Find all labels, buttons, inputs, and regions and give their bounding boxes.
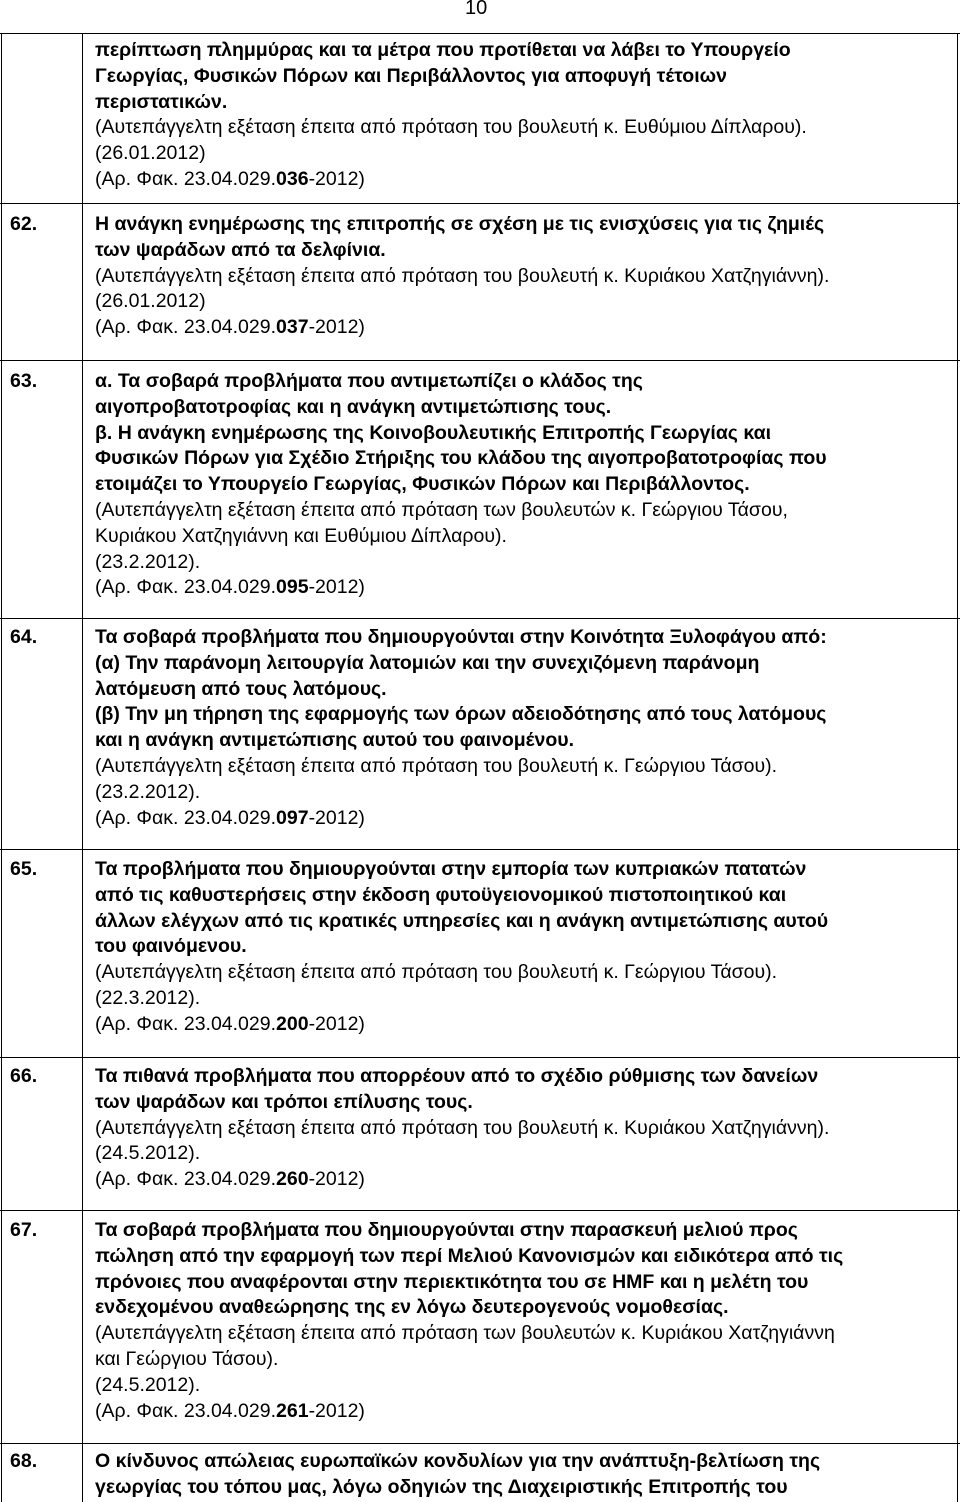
file-reference: [95, 167, 945, 193]
item-title-line: Γεωργίας, Φυσικών Πόρων και Περιβάλλοντος για αποφυγή τέτοιων: [95, 64, 727, 87]
item-note-line: (Αυτεπάγγελτη εξέταση έπειτα από πρόταση του βουλευτή κ. Γεώργιου Τάσου).: [95, 754, 778, 777]
item-note-line: και Γεώργιου Τάσου).: [95, 1347, 279, 1370]
file-reference-suffix: -2012): [308, 1168, 365, 1191]
file-reference-prefix: (Αρ. Φακ. 23.04.029.: [95, 167, 277, 190]
item-note-line: (Αυτεπάγγελτη εξέταση έπειτα από πρόταση του βουλευτή κ. Κυριάκου Χατζηγιάννη).: [95, 1116, 830, 1139]
item-note-line: (Αυτεπάγγελτη εξέταση έπειτα από πρόταση του βουλευτή κ. Κυριάκου Χατζηγιάννη).: [95, 264, 830, 287]
item-number: 65.: [10, 858, 38, 880]
file-number: 260: [276, 1168, 309, 1191]
file-reference: [95, 315, 945, 341]
file-reference-prefix: (Αρ. Φακ. 23.04.029.: [95, 576, 277, 599]
table-row-border: [0, 360, 960, 361]
item-note-line: (Αυτεπάγγελτη εξέταση έπειτα από πρόταση του βουλευτή κ. Γεώργιου Τάσου).: [95, 961, 778, 984]
item-title-line: Τα σοβαρά προβλήματα που δημιουργούνται στην παρασκευή μελιού προς: [95, 1219, 798, 1241]
item-body: [95, 1218, 945, 1424]
item-note-line: (26.01.2012): [95, 290, 206, 313]
item-note-line: (22.3.2012).: [95, 986, 201, 1009]
item-title-line: γεωργίας του τόπου μας, λόγω οδηγιών της Διαχειριστικής Επιτροπής του: [95, 1475, 788, 1498]
table-row-border: [0, 1210, 960, 1211]
item-number: 64.: [10, 626, 38, 648]
item-title-line: αιγοπροβατοτροφίας και η ανάγκη αντιμετώπισης τους.: [95, 395, 612, 418]
item-title-line: α. Τα σοβαρά προβλήματα που αντιμετωπίζει ο κλάδος της: [95, 370, 643, 392]
table-column-divider: [82, 33, 83, 1502]
item-body: [95, 625, 945, 831]
file-reference: [95, 575, 945, 601]
item-title-line: Ο κίνδυνος απώλειας ευρωπαϊκών κονδυλίων για την ανάπτυξη-βελτίωση της: [95, 1450, 821, 1472]
item-title-line: από τις καθυστερήσεις στην έκδοση φυτοϋγειονομικού πιστοποιητικού και: [95, 883, 787, 906]
item-title-line: του φαινόμενου.: [95, 935, 247, 958]
file-number: 036: [276, 167, 309, 190]
item-title-line: ενδεχομένου αναθεώρησης της εν λόγω δευτερογενούς νομοθεσίας.: [95, 1296, 729, 1319]
item-title-line: Φυσικών Πόρων για Σχέδιο Στήριξης του κλάδου της αιγοπροβατοτροφίας που: [95, 447, 827, 470]
item-title-line: Η ανάγκη ενημέρωσης της επιτροπής σε σχέση με τις ενισχύσεις για τις ζημιές: [95, 213, 825, 235]
item-note-line: (24.5.2012).: [95, 1142, 201, 1165]
item-number: 63.: [10, 370, 38, 392]
file-reference-prefix: (Αρ. Φακ. 23.04.029.: [95, 1012, 277, 1035]
item-title-line: πρόνοιες που αναφέρονται στην περιεκτικότητα του σε HMF και η μελέτη του: [95, 1270, 809, 1293]
item-title-line: των ψαράδων από τα δελφίνια.: [95, 238, 386, 261]
item-body: [95, 1064, 945, 1193]
item-title-line: (β) Την μη τήρηση της εφαρμογής των όρων αδειοδότησης από τους λατόμους: [95, 703, 827, 726]
item-body: [95, 857, 945, 1038]
item-title-line: ετοιμάζει το Υπουργείο Γεωργίας, Φυσικών Πόρων και Περιβάλλοντος.: [95, 473, 750, 496]
item-note-line: (24.5.2012).: [95, 1373, 201, 1396]
table-row-border: [0, 618, 960, 619]
item-title-line: β. Η ανάγκη ενημέρωσης της Κοινοβουλευτικής Επιτροπής Γεωργίας και: [95, 421, 771, 444]
item-title-line: πώληση από την εφαρμογή των περί Μελιού Κανονισμών και ειδικότερα από τις: [95, 1244, 844, 1267]
item-note-line: (Αυτεπάγγελτη εξέταση έπειτα από πρόταση των βουλευτών κ. Κυριάκου Χατζηγιάννη: [95, 1322, 835, 1345]
item-title-line: (α) Την παράνομη λειτουργία λατομιών και την συνεχιζόμενη παράνομη: [95, 651, 760, 674]
file-number: 037: [276, 316, 309, 339]
file-reference-suffix: -2012): [308, 576, 365, 599]
file-reference: [95, 1012, 945, 1038]
item-body: [95, 369, 945, 601]
item-note-line: (Αυτεπάγγελτη εξέταση έπειτα από πρόταση του βουλευτή κ. Ευθύμιου Δίπλαρου).: [95, 116, 807, 139]
item-number: 67.: [10, 1219, 38, 1241]
file-number: 097: [276, 806, 309, 829]
file-reference: [95, 1399, 945, 1425]
item-body: [95, 212, 945, 341]
item-title-line: λατόμευση από τους λατόμους.: [95, 677, 387, 700]
file-reference-suffix: -2012): [308, 167, 365, 190]
item-title-line: Τα σοβαρά προβλήματα που δημιουργούνται στην Κοινότητα Ξυλοφάγου από:: [95, 626, 827, 648]
table-row-border: [0, 1057, 960, 1058]
table-row-border: [0, 33, 960, 34]
file-reference: [95, 806, 945, 832]
item-note-line: (23.2.2012).: [95, 780, 201, 803]
file-reference-suffix: -2012): [308, 806, 365, 829]
file-number: 095: [276, 576, 309, 599]
item-title-line: Τα προβλήματα που δημιουργούνται στην εμπορία των κυπριακών πατατών: [95, 858, 807, 880]
table-border-left: [1, 33, 2, 1502]
file-reference-prefix: (Αρ. Φακ. 23.04.029.: [95, 1168, 277, 1191]
item-note-line: (Αυτεπάγγελτη εξέταση έπειτα από πρόταση των βουλευτών κ. Γεώργιου Τάσου,: [95, 498, 788, 521]
table-row-border: [0, 1443, 960, 1444]
item-title-line: περιστατικών.: [95, 90, 228, 113]
item-number: 66.: [10, 1065, 38, 1087]
item-note-line: Κυριάκου Χατζηγιάννη και Ευθύμιου Δίπλαρου).: [95, 524, 507, 547]
item-title-line: των ψαράδων και τρόποι επίλυσης τους.: [95, 1090, 473, 1113]
table-border-right: [957, 33, 958, 1502]
item-title-line: περίπτωση πλημμύρας και τα μέτρα που προτίθεται να λάβει το Υπουργείο: [95, 39, 791, 61]
file-number: 261: [276, 1399, 309, 1422]
file-reference-suffix: -2012): [308, 316, 365, 339]
item-note-line: (23.2.2012).: [95, 550, 201, 573]
item-body: [95, 1449, 945, 1501]
item-title-line: Τα πιθανά προβλήματα που απορρέουν από το σχέδιο ρύθμισης των δανείων: [95, 1065, 819, 1087]
file-reference-suffix: -2012): [308, 1399, 365, 1422]
file-reference-suffix: -2012): [308, 1012, 365, 1035]
file-reference: [95, 1167, 945, 1193]
item-number: 68.: [10, 1450, 38, 1472]
file-number: 200: [276, 1012, 309, 1035]
item-number: 62.: [10, 213, 38, 235]
item-title-line: και η ανάγκη αντιμετώπισης αυτού του φαινομένου.: [95, 729, 575, 752]
item-body: [95, 38, 945, 193]
item-title-line: άλλων ελέγχων από τις κρατικές υπηρεσίες και η ανάγκη αντιμετώπισης αυτού: [95, 909, 829, 932]
table-row-border: [0, 849, 960, 850]
file-reference-prefix: (Αρ. Φακ. 23.04.029.: [95, 1399, 277, 1422]
table-row-border: [0, 203, 960, 204]
file-reference-prefix: (Αρ. Φακ. 23.04.029.: [95, 806, 277, 829]
file-reference-prefix: (Αρ. Φακ. 23.04.029.: [95, 316, 277, 339]
item-note-line: (26.01.2012): [95, 142, 206, 165]
page-number: 10: [465, 0, 488, 19]
